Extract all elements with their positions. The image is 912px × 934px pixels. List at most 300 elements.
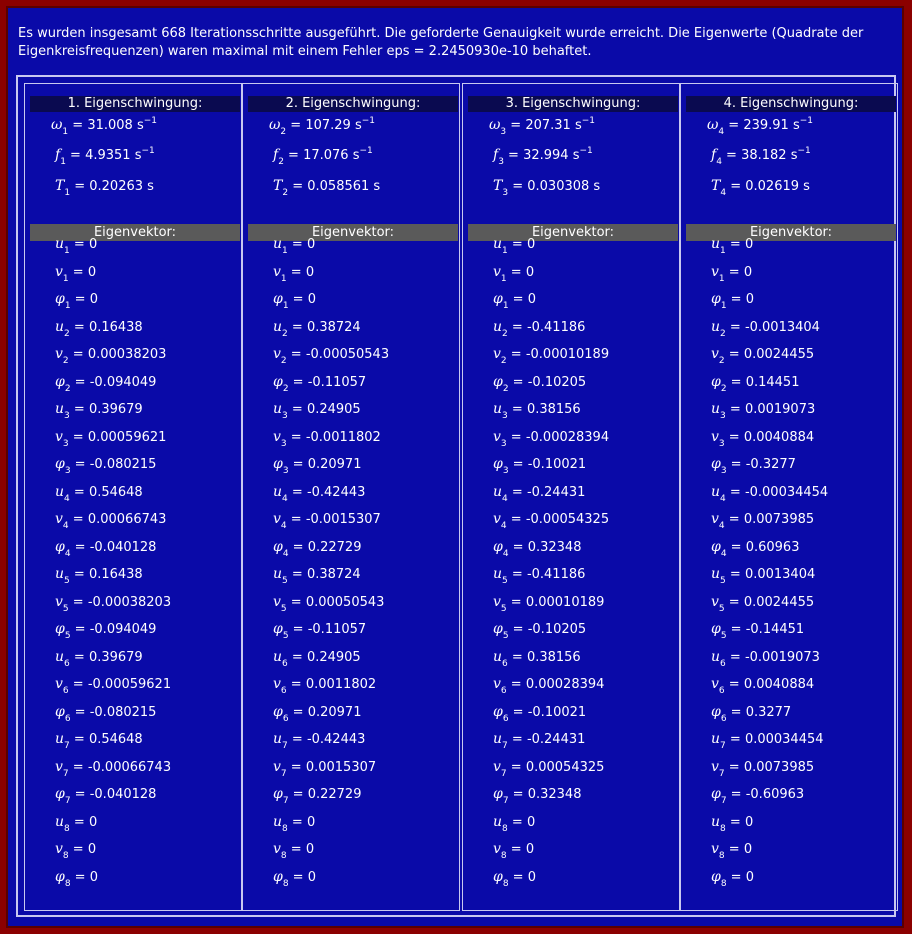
phi-letter: φ [711,538,721,555]
v-letter: v [55,758,63,775]
u-symbol [493,401,508,421]
eigenvector-component-phi [711,374,799,394]
v-letter: v [273,841,281,857]
equals-sign: = [508,869,528,885]
phi-letter: φ [273,373,283,390]
phi-letter: φ [273,621,283,637]
eigenvector-component-phi [711,456,796,476]
phi-letter: φ [711,456,721,472]
v-symbol [711,758,725,779]
eigenvector-component-v [55,676,171,696]
v-letter: v [493,593,501,610]
unit-exponent: −1 [361,116,376,126]
phi-value: 0.3277 [745,704,792,720]
phi-value: -0.094049 [89,374,157,390]
omega-symbol [707,117,725,137]
u-symbol [711,236,726,256]
equals-sign: = [288,179,308,194]
equals-sign: = [288,787,308,802]
v-index: 7 [62,768,69,779]
phi-symbol [273,538,289,559]
equals-sign: = [724,677,744,692]
eigenvector-component-u [273,484,365,504]
eigenvector-component-phi [55,869,98,889]
eigenvector-component-v [273,594,384,614]
equals-sign: = [286,264,306,280]
v-value: 0.0024455 [743,594,815,610]
v-value: 0 [305,842,315,857]
v-letter: v [493,263,501,280]
v-value: -0.00028394 [525,429,610,445]
u-letter: u [711,483,721,500]
omega-index: 2 [280,127,287,137]
equals-sign: = [70,704,90,720]
phi-value: -0.3277 [745,457,796,472]
u-letter: u [55,648,65,665]
omega-letter: ω [269,117,281,133]
eigenmode-title: 4. Eigenschwingung: [686,96,896,112]
v-value: -0.0011802 [305,429,381,445]
phi-letter: φ [711,786,721,802]
f-symbol [493,147,504,167]
eigenvector-component-u [273,401,361,421]
phi-index: 8 [282,878,289,889]
equals-sign: = [286,594,306,610]
u-index: 6 [502,658,508,669]
v-value: 0.0040884 [743,677,815,692]
equals-sign: = [721,148,742,163]
equals-sign: = [725,237,745,252]
equals-sign: = [725,814,745,830]
v-letter: v [493,676,501,692]
T-symbol [273,178,289,198]
equals-sign: = [287,649,307,665]
unit: s [373,179,381,194]
v-index: 2 [62,356,69,366]
v-index: 2 [718,356,725,366]
phi-letter: φ [273,538,283,555]
v-letter: v [273,346,281,362]
eigenvector-component-u [711,649,820,669]
eigenvector-component-phi [493,291,536,311]
phi-index: 2 [282,383,289,394]
u-letter: u [711,648,721,665]
omega-index: 4 [718,127,725,137]
equals-sign: = [286,429,306,445]
T-index: 2 [282,188,289,198]
phi-index: 5 [720,631,727,641]
omega-index: 3 [500,127,507,137]
equals-sign: = [507,732,527,747]
omega-letter: ω [707,117,719,133]
u-index: 2 [502,328,508,339]
phi-index: 7 [502,796,509,806]
eigenvector-component-v [55,511,166,531]
u-index: 1 [720,246,726,256]
phi-index: 6 [64,713,71,724]
phi-value: -0.10021 [527,457,587,472]
eigenvector-component-v [55,429,166,449]
phi-symbol [711,868,727,889]
equals-sign: = [286,512,306,527]
T-value-line [55,178,154,198]
equals-sign: = [288,704,308,720]
v-letter: v [493,758,501,775]
v-value: 0 [743,264,753,280]
eigenvector-component-phi [493,704,586,724]
v-value: 0 [87,842,97,857]
unit-exponent: −1 [359,146,373,156]
equals-sign: = [68,594,88,610]
u-index: 8 [720,823,726,834]
eigenvector-component-u [273,649,361,669]
equals-sign: = [507,319,527,335]
eigenvector-component-v [711,676,814,696]
phi-letter: φ [493,538,503,555]
equals-sign: = [506,677,526,692]
phi-symbol [493,786,509,806]
eigenvector-component-v [55,264,96,284]
f-index: 1 [60,157,66,167]
v-symbol [273,593,287,614]
phi-value: 0 [745,292,754,307]
T-value: 0.02619 [745,179,800,194]
v-letter: v [711,428,719,445]
phi-value: 0 [89,869,98,885]
v-symbol [493,263,507,284]
f-index: 4 [716,157,722,167]
equals-sign: = [506,347,526,362]
eigenvector-component-u [493,566,585,586]
phi-symbol [711,786,727,806]
u-symbol [273,566,288,586]
phi-index: 6 [502,713,509,724]
v-symbol [711,841,725,861]
equals-sign: = [725,319,745,335]
v-value: 0 [525,842,535,857]
equals-sign: = [286,759,306,775]
v-symbol [273,346,287,366]
u-value: 0 [526,814,536,830]
equals-sign: = [69,567,89,582]
eigenvector-component-phi [493,621,586,641]
equals-sign: = [725,402,745,417]
u-value: 0.24905 [306,649,361,665]
eigenvector-component-phi [273,621,366,641]
unit: s [134,148,142,163]
equals-sign: = [508,374,528,390]
phi-symbol [55,538,71,559]
v-letter: v [55,263,63,280]
iteration-summary-text: Es wurden insgesamt 668 Iterationsschritte ausgeführt. Die geforderte Genauigkeit wurde erreicht. Die Eigenwerte (Quadrate der Eigenkreisfrequenzen) waren maximal mit einem Fehler eps = 2.2450930e-10 behaftet. [18,26,864,59]
eigenvector-component-u [493,401,581,421]
v-symbol [55,676,69,696]
u-value: 0 [526,237,536,252]
f-value-line [493,146,593,167]
eigenvector-header: Eigenvektor: [248,224,458,241]
unit-exponent: −1 [797,146,811,156]
v-index: 4 [62,521,69,531]
u-letter: u [711,566,721,582]
v-value: 0.00054325 [525,759,605,775]
omega-value-line [51,116,157,137]
u-symbol [711,401,726,421]
equals-sign: = [287,567,307,582]
v-letter: v [55,428,63,445]
T-symbol [55,178,71,198]
eigenvector-component-v [711,841,752,861]
phi-symbol [711,538,727,559]
u-symbol [273,731,288,751]
equals-sign: = [287,732,307,747]
result-panel [6,6,904,928]
eigenvector-component-phi [493,869,536,889]
omega-letter: ω [51,117,63,133]
v-symbol [711,676,725,696]
phi-symbol [273,291,289,311]
omega-symbol [269,117,287,137]
u-symbol [55,731,70,751]
u-symbol [493,731,508,751]
u-value: -0.0013404 [744,319,820,335]
v-index: 2 [280,356,287,366]
v-value: 0.0011802 [305,677,377,692]
v-letter: v [273,263,281,280]
omega-symbol [51,117,69,137]
f-symbol [273,147,284,167]
eigenvector-component-phi [55,786,156,806]
phi-letter: φ [711,868,721,885]
equals-sign: = [69,402,89,417]
equals-sign: = [724,264,744,280]
phi-index: 5 [282,631,289,641]
equals-sign: = [725,649,745,665]
eigenvector-component-u [493,236,535,256]
v-index: 7 [280,768,287,779]
v-value: 0 [743,842,753,857]
phi-letter: φ [55,456,65,472]
equals-sign: = [288,292,308,307]
u-index: 1 [282,246,288,256]
v-index: 7 [718,768,725,779]
omega-value: 107.29 [305,118,351,133]
v-index: 5 [500,603,507,614]
u-letter: u [493,483,503,500]
u-symbol [493,813,508,834]
eigenvector-component-v [493,594,604,614]
v-value: 0 [525,264,535,280]
u-value: 0.39679 [88,402,143,417]
v-index: 6 [718,686,725,696]
eigenvector-component-phi [711,704,791,724]
v-value: 0.0024455 [743,347,815,362]
u-symbol [55,566,70,586]
eigenmode-title: 3. Eigenschwingung: [468,96,678,112]
u-letter: u [55,401,65,417]
phi-letter: φ [55,373,65,390]
eigenvector-component-phi [711,621,804,641]
v-letter: v [493,346,501,362]
eigenvector-component-phi [55,456,156,476]
eigenvector-component-phi [273,456,361,476]
equals-sign: = [286,347,306,362]
unit: s [354,118,362,133]
v-letter: v [273,428,281,445]
v-symbol [55,428,69,449]
omega-value: 31.008 [87,118,133,133]
eigenvector-component-u [55,484,143,504]
eigenvector-component-u [55,731,143,751]
u-value: 0.38156 [526,402,581,417]
v-value: 0.0073985 [743,759,815,775]
v-letter: v [493,841,501,857]
v-letter: v [711,346,719,362]
phi-value: 0.22729 [307,539,362,555]
equals-sign: = [506,118,526,133]
phi-symbol [55,291,71,311]
eigenvector-component-phi [493,374,586,394]
T-letter: T [55,178,65,194]
u-symbol [273,483,288,504]
u-index: 5 [720,576,726,586]
v-value: -0.00038203 [87,594,172,610]
u-symbol [493,483,508,504]
u-letter: u [273,813,283,830]
v-symbol [55,841,69,861]
equals-sign: = [726,704,746,720]
f-value-line [273,146,373,167]
v-index: 1 [280,273,287,284]
u-symbol [273,236,288,256]
T-index: 4 [720,188,727,198]
phi-letter: φ [55,621,65,637]
eigenvector-component-v [711,429,814,449]
v-index: 8 [62,851,69,861]
u-symbol [493,236,508,256]
eigenvector-component-u [55,319,143,339]
u-value: -0.41186 [526,567,586,582]
v-index: 4 [718,521,725,531]
f-letter: f [273,147,279,163]
unit: s [572,148,580,163]
T-index: 1 [64,188,71,198]
equals-sign: = [68,118,88,133]
v-value: 0.00066743 [87,512,167,527]
eigenvector-component-v [55,594,171,614]
v-value: -0.00066743 [87,759,172,775]
eigenvector-component-phi [55,374,156,394]
equals-sign: = [508,622,528,637]
u-value: -0.42443 [306,732,366,747]
v-index: 3 [500,438,507,449]
equals-sign: = [288,869,308,885]
equals-sign: = [726,869,746,885]
eigenvector-component-u [55,566,143,586]
phi-index: 4 [720,548,727,559]
equals-sign: = [69,814,89,830]
v-value: 0 [305,264,315,280]
u-symbol [273,318,288,339]
v-letter: v [273,758,281,775]
v-index: 6 [62,686,69,696]
phi-letter: φ [493,373,503,390]
phi-index: 2 [502,383,509,394]
u-index: 5 [502,576,508,586]
equals-sign: = [286,842,306,857]
phi-symbol [493,703,509,724]
v-index: 5 [62,603,69,614]
u-value: -0.41186 [526,319,586,335]
eigenvector-header: Eigenvektor: [686,224,896,241]
u-symbol [273,813,288,834]
equals-sign: = [70,374,90,390]
equals-sign: = [287,484,307,500]
v-letter: v [711,676,719,692]
u-letter: u [273,648,283,665]
u-index: 1 [64,246,70,256]
u-value: 0.16438 [88,319,143,335]
eigenvector-component-u [711,566,815,586]
phi-letter: φ [493,456,503,472]
eigenvector-component-v [273,841,314,861]
u-index: 6 [282,658,288,669]
u-letter: u [273,318,283,335]
phi-value: -0.080215 [89,704,157,720]
equals-sign: = [283,148,304,163]
phi-index: 3 [502,466,509,476]
phi-value: -0.60963 [745,787,805,802]
equals-sign: = [70,457,90,472]
eigenmode-column-2 [242,83,460,911]
eigenvector-component-phi [273,786,361,806]
eigenvector-component-u [273,566,361,586]
phi-symbol [55,456,71,476]
v-letter: v [711,263,719,280]
v-value: -0.00010189 [525,347,610,362]
u-index: 8 [502,823,508,834]
v-value: 0.0040884 [743,429,815,445]
u-value: 0.0019073 [744,402,816,417]
phi-letter: φ [55,291,65,307]
eigenvector-component-v [711,511,814,531]
u-symbol [493,648,508,669]
eigenvector-component-v [493,841,534,861]
u-index: 3 [720,411,726,421]
u-value: 0.16438 [88,567,143,582]
equals-sign: = [724,759,744,775]
u-value: -0.00034454 [744,484,829,500]
eigenvector-component-phi [273,704,361,724]
v-value: -0.00050543 [305,347,390,362]
u-letter: u [55,813,65,830]
phi-value: -0.11057 [307,622,367,637]
unit: s [593,179,601,194]
u-value: 0.39679 [88,649,143,665]
eigenvector-component-u [493,731,585,751]
u-letter: u [273,483,283,500]
u-letter: u [55,236,65,252]
phi-index: 6 [282,713,289,724]
u-letter: u [493,236,503,252]
equals-sign: = [724,118,744,133]
eigenvector-component-v [55,759,171,779]
eigenvector-component-phi [493,539,581,559]
equals-sign: = [286,118,306,133]
eigenvector-component-phi [55,621,156,641]
u-symbol [711,648,726,669]
u-index: 3 [502,411,508,421]
eigenvector-component-u [711,814,753,834]
